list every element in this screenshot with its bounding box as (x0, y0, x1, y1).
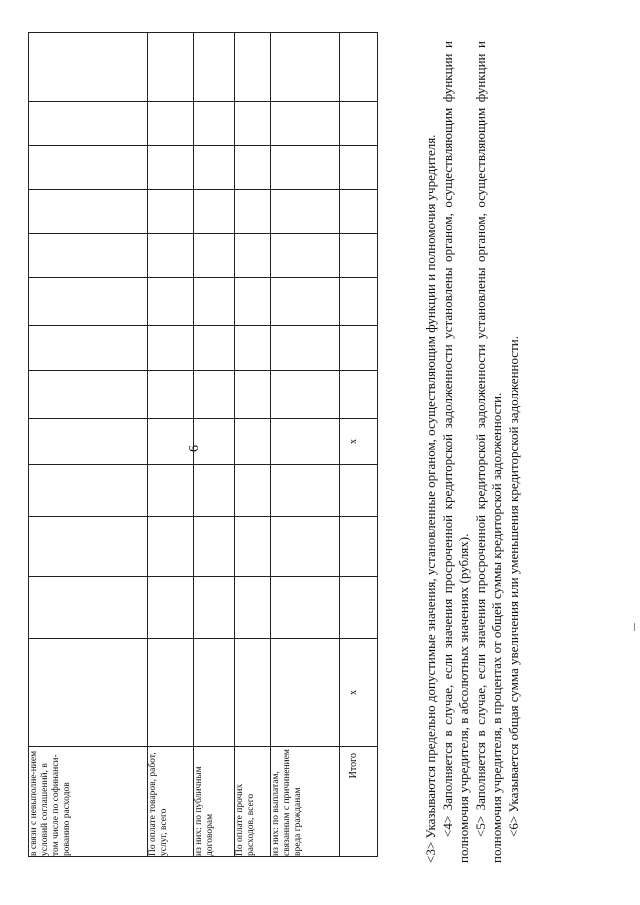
table-cell (271, 419, 340, 465)
table-cell (340, 517, 378, 577)
row-label: По оплате прочих расходов, всего (235, 747, 271, 857)
table-cell (148, 326, 194, 371)
table-cell: х (340, 419, 378, 465)
table-cell (235, 33, 271, 102)
table-row (194, 33, 235, 857)
table-cell (29, 326, 148, 371)
table-cell (194, 517, 235, 577)
footnote-4: <4> Заполняется в случае, если значения просроченной кредиторской задолженности установлены органом, осуществляющим функции и полномочия учредителя, в абсолютных значениях (рублях). (439, 41, 471, 863)
table-cell (148, 278, 194, 326)
table-cell (29, 639, 148, 747)
row-label: из них: по публичным договорам (194, 747, 235, 857)
table-cell (271, 577, 340, 639)
table-cell (271, 371, 340, 419)
table-cell (271, 146, 340, 190)
table-cell (148, 102, 194, 146)
table-cell (29, 234, 148, 278)
table-cell (148, 371, 194, 419)
table-row (29, 33, 148, 857)
table-cell (235, 517, 271, 577)
table-cell (235, 278, 271, 326)
table-cell (235, 419, 271, 465)
table-cell (194, 577, 235, 639)
table-cell (235, 190, 271, 234)
table-row (148, 33, 194, 857)
table-cell (29, 517, 148, 577)
table-cell (29, 419, 148, 465)
table-cell (235, 371, 271, 419)
row-label: из них: по выплатам, связанным с причинением вреда гражданам (271, 747, 340, 857)
table-cell (194, 326, 235, 371)
table-cell (29, 465, 148, 517)
table-cell (194, 639, 235, 747)
table-cell (235, 102, 271, 146)
table-cell (29, 190, 148, 234)
row-label: По оплате товаров, работ, услуг, всего (148, 747, 194, 857)
table-row (271, 33, 340, 857)
table-cell (194, 102, 235, 146)
table-cell (271, 190, 340, 234)
table-cell (235, 234, 271, 278)
table-cell (148, 639, 194, 747)
table-cell (271, 465, 340, 517)
table-cell (148, 234, 194, 278)
table-row (340, 33, 378, 857)
table-cell (271, 33, 340, 102)
page-number: 6 (187, 445, 202, 452)
table-cell (340, 465, 378, 517)
table-cell (235, 577, 271, 639)
table-cell (29, 33, 148, 102)
footnote-6: <6> Указывается общая сумма увеличения или уменьшения кредиторской задолженности. (505, 336, 521, 837)
footnotes (423, 41, 522, 863)
table-cell (194, 419, 235, 465)
table-cell: х (340, 639, 378, 747)
table-cell (148, 577, 194, 639)
total-row-label: Итого (340, 747, 378, 857)
table-cell (194, 278, 235, 326)
table-cell (271, 639, 340, 747)
table-cell (148, 419, 194, 465)
table-cell (29, 371, 148, 419)
table-cell (29, 278, 148, 326)
table-cell (148, 33, 194, 102)
table-cell (194, 190, 235, 234)
table-cell (235, 465, 271, 517)
table-cell (235, 639, 271, 747)
table-cell (340, 190, 378, 234)
table-cell (148, 517, 194, 577)
table-cell (340, 278, 378, 326)
table-cell (340, 146, 378, 190)
table-cell (340, 577, 378, 639)
footnote-5: <5> Заполняется в случае, если значения просроченной кредиторской задолженности установлены органом, осуществляющим функции и полномочия учредителя, в процентах от общей суммы кредиторской задолженности. (472, 41, 504, 863)
table-cell (340, 326, 378, 371)
table-cell (194, 465, 235, 517)
table-cell (271, 234, 340, 278)
accounts-payable-table (28, 32, 378, 857)
table-cell (29, 146, 148, 190)
row-label: в связи с невыполне-нием условий соглашений, в том числе по софинанси-рованию расходов (29, 747, 148, 857)
scan-mark (634, 623, 635, 631)
table-cell (148, 190, 194, 234)
table-cell (194, 371, 235, 419)
table-cell (340, 371, 378, 419)
table-cell (29, 577, 148, 639)
table-cell (194, 33, 235, 102)
table-cell (194, 234, 235, 278)
table-cell (271, 102, 340, 146)
table-row (235, 33, 271, 857)
table-cell (271, 326, 340, 371)
table-cell (194, 146, 235, 190)
footnote-3: <3> Указываются предельно допустимые значения, установленные органом, осуществляющим функции и полномочия учредителя. (423, 134, 438, 863)
table-cell (29, 102, 148, 146)
table-cell (340, 33, 378, 102)
table-cell (271, 278, 340, 326)
table-cell (271, 517, 340, 577)
table-cell (148, 465, 194, 517)
table-cell (340, 234, 378, 278)
table-cell (340, 102, 378, 146)
table-cell (235, 326, 271, 371)
table-cell (235, 146, 271, 190)
table-cell (148, 146, 194, 190)
